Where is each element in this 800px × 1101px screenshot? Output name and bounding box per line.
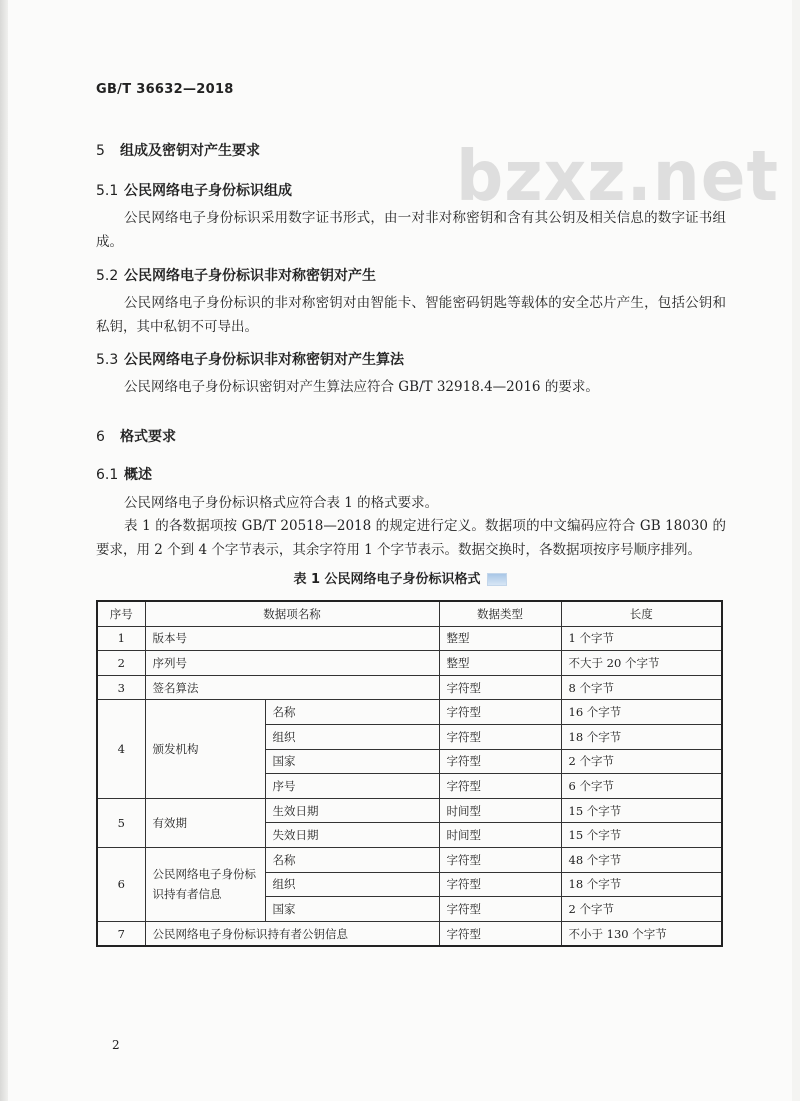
cell-type: 字符型	[439, 749, 561, 774]
cell-subname: 国家	[265, 897, 439, 922]
heading-title: 组成及密钥对产生要求	[120, 143, 260, 159]
cell-type: 字符型	[439, 700, 561, 725]
page-edge-shadow	[0, 0, 8, 1101]
cell-type: 整型	[439, 626, 561, 651]
cell-name: 公民网络电子身份标识持有者公钥信息	[145, 921, 439, 946]
cell-length: 不大于 20 个字节	[561, 651, 722, 676]
cell-type: 时间型	[439, 798, 561, 823]
heading-title: 公民网络电子身份标识组成	[124, 183, 292, 199]
cell-name: 序列号	[145, 651, 439, 676]
heading-title: 公民网络电子身份标识非对称密钥对产生算法	[124, 352, 404, 368]
cell-name: 公民网络电子身份标识持有者信息	[145, 847, 265, 921]
cell-type: 时间型	[439, 823, 561, 848]
cell-type: 整型	[439, 651, 561, 676]
page-number: 2	[112, 1038, 120, 1052]
cell-subname: 组织	[265, 724, 439, 749]
table-row	[97, 847, 722, 872]
table-row	[97, 700, 722, 725]
cell-length: 2 个字节	[561, 897, 722, 922]
table-header-row	[97, 601, 722, 626]
cell-subname: 国家	[265, 749, 439, 774]
cell-length: 18 个字节	[561, 724, 722, 749]
paragraph-5-1: 公民网络电子身份标识采用数字证书形式，由一对非对称密钥和含有其公钥及相关信息的数字证书组成。	[96, 210, 726, 250]
header-cell-name: 数据项名称	[145, 601, 439, 626]
cell-subname: 组织	[265, 872, 439, 897]
cell-no: 3	[97, 675, 145, 700]
cell-subname: 名称	[265, 700, 439, 725]
cell-length: 1 个字节	[561, 626, 722, 651]
heading-number: 5	[96, 143, 105, 159]
table-caption	[8, 568, 792, 587]
table-row	[97, 651, 722, 676]
table-row	[97, 921, 722, 946]
cell-type: 字符型	[439, 872, 561, 897]
heading-title: 概述	[124, 467, 152, 483]
watermark: bzxz.net	[456, 136, 780, 217]
cell-length: 2 个字节	[561, 749, 722, 774]
cell-type: 字符型	[439, 724, 561, 749]
header-cell-no: 序号	[97, 601, 145, 626]
heading-section-6	[96, 426, 176, 446]
heading-5-2	[96, 265, 376, 285]
cell-subname: 序号	[265, 774, 439, 799]
heading-number: 5.3	[96, 352, 119, 368]
table-row	[97, 798, 722, 823]
table-row	[97, 675, 722, 700]
cell-type: 字符型	[439, 675, 561, 700]
cell-name: 签名算法	[145, 675, 439, 700]
cell-type: 字符型	[439, 921, 561, 946]
heading-6-1	[96, 464, 152, 484]
cell-subname: 名称	[265, 847, 439, 872]
table-row	[97, 626, 722, 651]
bookmark-icon	[487, 573, 507, 586]
cell-type: 字符型	[439, 774, 561, 799]
cell-no: 4	[97, 700, 145, 798]
cell-type: 字符型	[439, 847, 561, 872]
cell-length: 48 个字节	[561, 847, 722, 872]
cell-length: 15 个字节	[561, 823, 722, 848]
table-caption-text: 表 1 公民网络电子身份标识格式	[293, 572, 481, 587]
cell-length: 不小于 130 个字节	[561, 921, 722, 946]
heading-title: 公民网络电子身份标识非对称密钥对产生	[124, 268, 376, 284]
heading-5-3	[96, 349, 404, 369]
heading-number: 5.2	[96, 268, 119, 284]
heading-number: 6.1	[96, 467, 119, 483]
cell-length: 15 个字节	[561, 798, 722, 823]
cell-length: 18 个字节	[561, 872, 722, 897]
heading-number: 6	[96, 429, 105, 445]
paragraph-5-3: 公民网络电子身份标识密钥对产生算法应符合 GB/T 32918.4—2016 的要求。	[124, 379, 599, 395]
heading-title: 格式要求	[120, 429, 176, 445]
cell-length: 6 个字节	[561, 774, 722, 799]
cell-name: 颁发机构	[145, 700, 265, 798]
cell-no: 1	[97, 626, 145, 651]
heading-number: 5.1	[96, 183, 119, 199]
paragraph-6-1-a: 公民网络电子身份标识格式应符合表 1 的格式要求。	[124, 495, 439, 511]
header-cell-length: 长度	[561, 601, 722, 626]
header-cell-type: 数据类型	[439, 601, 561, 626]
format-table	[96, 600, 723, 947]
standard-code: GB/T 36632—2018	[96, 82, 234, 97]
cell-no: 6	[97, 847, 145, 921]
document-page	[8, 0, 792, 1101]
cell-no: 7	[97, 921, 145, 946]
cell-type: 字符型	[439, 897, 561, 922]
cell-length: 16 个字节	[561, 700, 722, 725]
cell-no: 5	[97, 798, 145, 847]
cell-name: 有效期	[145, 798, 265, 847]
cell-name: 版本号	[145, 626, 439, 651]
heading-section-5	[96, 140, 260, 160]
cell-subname: 失效日期	[265, 823, 439, 848]
paragraph-6-1-b: 表 1 的各数据项按 GB/T 20518—2018 的规定进行定义。数据项的中文编码应符合 GB 18030 的要求，用 2 个到 4 个字节表示，其余字符用 1 个字节表示。数据交换时，各数据项按序号顺序排列。	[96, 518, 726, 558]
cell-subname: 生效日期	[265, 798, 439, 823]
cell-length: 8 个字节	[561, 675, 722, 700]
paragraph-5-2: 公民网络电子身份标识的非对称密钥对由智能卡、智能密码钥匙等载体的安全芯片产生，包括公钥和私钥，其中私钥不可导出。	[96, 295, 726, 335]
heading-5-1	[96, 180, 292, 200]
cell-no: 2	[97, 651, 145, 676]
